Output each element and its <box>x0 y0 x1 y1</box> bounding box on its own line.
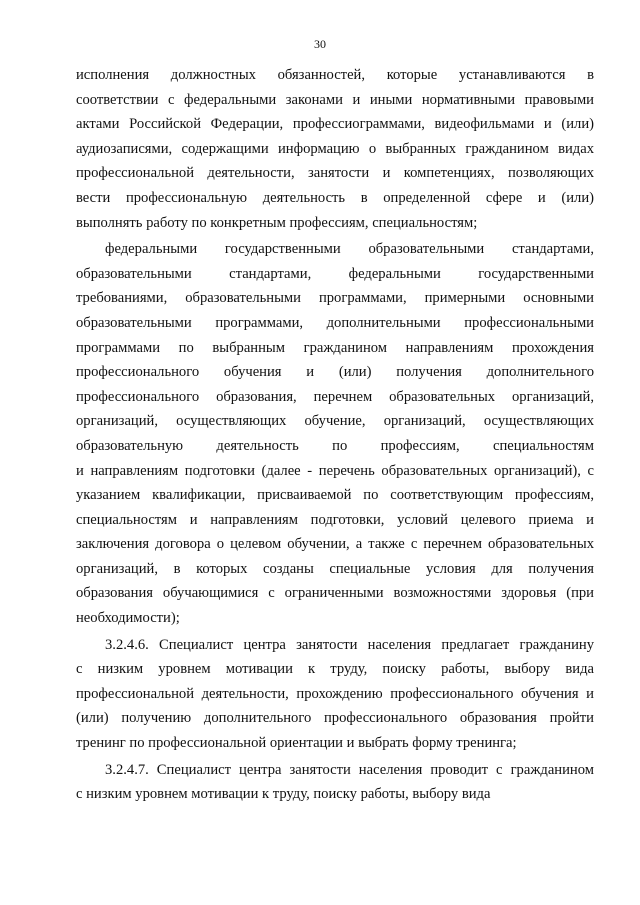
text-line: профессионального образования, перечнем образовательных организаций, <box>76 388 594 405</box>
text-line: организаций, в которых созданы специальные условия для получения <box>76 560 594 577</box>
text-line: актами Российской Федерации, профессиограммами, видеофильмами и (или) <box>76 116 594 133</box>
page-number: 30 <box>314 37 326 51</box>
text-line: соответствии с федеральными законами и иными нормативными правовыми <box>76 91 594 108</box>
text-line: аудиозаписями, содержащими информацию о выбранных гражданином видах <box>76 140 594 157</box>
text-line: указанием квалификации, присваиваемой по соответствующим профессиям, <box>76 487 594 504</box>
text-line: образовательными программами, дополнительными профессиональными <box>76 314 594 331</box>
text-line: 3.2.4.6. Специалист центра занятости населения предлагает гражданину <box>105 636 594 653</box>
text-line: и направлениям подготовки (далее - перечень образовательных организаций), с <box>76 462 594 479</box>
text-line: тренинг по профессиональной ориентации и выбрать форму тренинга; <box>76 735 517 752</box>
text-line: исполнения должностных обязанностей, которые устанавливаются в <box>76 67 594 83</box>
text-line: образования обучающимися с ограниченными возможностями здоровья (при <box>76 585 594 602</box>
paragraph <box>76 63 594 235</box>
text-line: специальностям и направлениям подготовки, условий целевого приема и <box>76 511 594 528</box>
paragraph <box>76 633 594 756</box>
text-line: программами по выбранным гражданином направлениям прохождения <box>76 339 594 356</box>
paragraph <box>76 237 594 631</box>
text-line: с низким уровнем мотивации к труду, поиску работы, выбору вида <box>76 786 491 803</box>
text-line: образовательными стандартами, федеральными государственными <box>76 265 594 282</box>
document-body <box>76 63 594 807</box>
text-line: выполнять работу по конкретным профессиям, специальностям; <box>76 214 478 231</box>
text-line: организаций, осуществляющих обучение, организаций, осуществляющих <box>76 413 594 430</box>
text-line: с низким уровнем мотивации к труду, поиску работы, выбору вида <box>76 661 594 678</box>
text-line: необходимости); <box>76 610 180 627</box>
text-line: образовательную деятельность по профессиям, специальностям <box>76 437 594 454</box>
text-line: профессионального обучения и (или) получения дополнительного <box>76 364 594 381</box>
text-line: профессиональной деятельности, занятости и компетенциях, позволяющих <box>76 165 594 182</box>
paragraph <box>76 758 594 807</box>
text-line: вести профессиональную деятельность в определенной сфере и (или) <box>76 189 594 206</box>
text-line: профессиональной деятельности, прохождению профессионального обучения и <box>76 685 594 702</box>
text-line: (или) получению дополнительного профессионального образования пройти <box>76 710 594 727</box>
text-line: федеральными государственными образовательными стандартами, <box>105 241 594 258</box>
text-line: требованиями, образовательными программами, примерными основными <box>76 290 594 307</box>
text-line: заключения договора о целевом обучении, а также с перечнем образовательных <box>76 536 594 553</box>
text-line: 3.2.4.7. Специалист центра занятости населения проводит с гражданином <box>105 761 594 778</box>
